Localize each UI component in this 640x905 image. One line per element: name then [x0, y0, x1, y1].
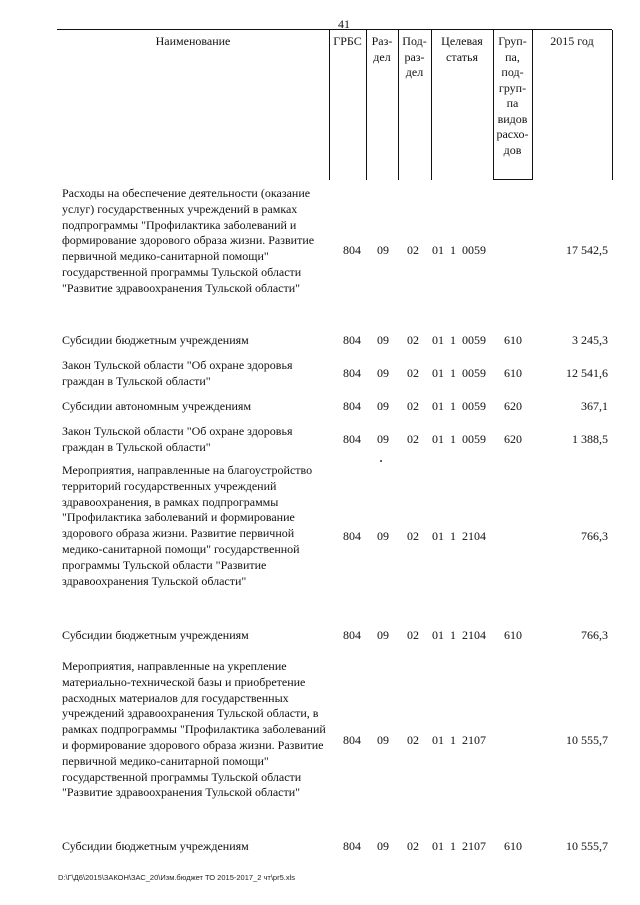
row-razdel: 09	[377, 366, 389, 380]
row-podrazdel: 02	[407, 243, 419, 257]
row-name: Мероприятия, направленные на благоустройство территорий государственных учреждений здравоохранения, в рамках подпрограммы "Профилактика заболеваний и формирование здорового образа жизни. Развитие первичной медико-санитарной помощи" государственной программы Тульской области "Развитие здравоохранения Тульской области"	[62, 463, 313, 588]
row-name: Субсидии бюджетным учреждениям	[62, 628, 249, 642]
table-header	[57, 29, 612, 180]
row-name: Закон Тульской области "Об охране здоровья граждан в Тульской области"	[62, 358, 293, 388]
row-cs-code: 0059	[462, 399, 486, 413]
table-row	[62, 333, 614, 353]
table-row	[62, 186, 614, 314]
row-cs-subprogram: 1	[450, 529, 456, 543]
row-razdel: 09	[377, 529, 389, 543]
header-razdel: Раз- дел	[371, 34, 393, 64]
row-grbs: 804	[343, 366, 361, 380]
row-cs-code: 2107	[462, 733, 486, 747]
row-name: Субсидии автономным учреждениям	[62, 399, 252, 413]
row-cs-subprogram: 1	[450, 432, 456, 446]
row-razdel: 09	[377, 333, 389, 347]
row-cs-code: 0059	[462, 432, 486, 446]
row-cs-program: 01	[432, 529, 444, 543]
row-cs-program: 01	[432, 628, 444, 642]
table-row	[62, 839, 614, 859]
row-cs-code: 2104	[462, 529, 486, 543]
row-cs-code: 2104	[462, 628, 486, 642]
row-name: Закон Тульской области "Об охране здоровья граждан в Тульской области"	[62, 424, 293, 454]
row-cs-program: 01	[432, 432, 444, 446]
row-name: Расходы на обеспечение деятельности (оказание услуг) государственных учреждений в рамках подпрограммы "Профилактика заболеваний и формирование здорового образа жизни. Развитие первичной медико-санитарной помощи" государственной программы Тульской области "Развитие здравоохранения Тульской области"	[62, 186, 315, 295]
row-grbs: 804	[343, 529, 361, 543]
row-amount: 367,1	[581, 399, 608, 413]
row-group: 610	[504, 839, 522, 853]
header-year: 2015 год	[550, 34, 594, 48]
header-divider	[532, 30, 533, 180]
file-path-footer: D:\Г\Д6\2015\ЗАКОН\ЗАС_20\Изм.бюджет ТО 2015-2017_2 чт\pr5.xls	[58, 873, 295, 882]
row-amount: 10 555,7	[566, 839, 608, 853]
row-podrazdel: 02	[407, 628, 419, 642]
row-cs-subprogram: 1	[450, 243, 456, 257]
row-razdel: 09	[377, 432, 389, 446]
row-razdel: 09	[377, 839, 389, 853]
row-grbs: 804	[343, 243, 361, 257]
row-cs-program: 01	[432, 243, 444, 257]
row-cs-subprogram: 1	[450, 366, 456, 380]
row-name: Субсидии бюджетным учреждениям	[62, 333, 249, 347]
row-podrazdel: 02	[407, 839, 419, 853]
row-razdel: 09	[377, 399, 389, 413]
row-group: 620	[504, 399, 522, 413]
row-cs-subprogram: 1	[450, 733, 456, 747]
row-group: 610	[504, 366, 522, 380]
row-group: 610	[504, 333, 522, 347]
row-amount: 12 541,6	[566, 366, 608, 380]
table-row	[62, 659, 614, 823]
page-number: 41	[338, 17, 350, 31]
row-cs-program: 01	[432, 333, 444, 347]
row-podrazdel: 02	[407, 399, 419, 413]
row-cs-program: 01	[432, 366, 444, 380]
row-name: Мероприятия, направленные на укрепление материально-технической базы и приобретение расходных материалов для государственных учреждений здравоохранения Тульской области, в рамках подпрограммы "Профилактика заболеваний и формирование здорового образа жизни. Развитие первичной медико-санитарной помощи" государственной программы Тульской области "Развитие здравоохранения Тульской области"	[62, 659, 326, 800]
table-row	[62, 424, 614, 458]
row-group: 620	[504, 432, 522, 446]
row-cs-code: 2107	[462, 839, 486, 853]
row-podrazdel: 02	[407, 333, 419, 347]
row-amount: 766,3	[581, 628, 608, 642]
table-row	[62, 399, 614, 419]
header-name: Наименование	[155, 34, 231, 48]
row-amount: 3 245,3	[572, 333, 608, 347]
header-bottom-line	[493, 179, 532, 180]
header-divider	[329, 30, 330, 180]
header-divider	[612, 30, 613, 180]
row-grbs: 804	[343, 628, 361, 642]
row-cs-subprogram: 1	[450, 399, 456, 413]
row-grbs: 804	[343, 839, 361, 853]
row-cs-subprogram: 1	[450, 839, 456, 853]
row-podrazdel: 02	[407, 733, 419, 747]
row-razdel: 09	[377, 243, 389, 257]
header-podrazdel: Под- раз- дел	[402, 34, 427, 79]
row-grbs: 804	[343, 333, 361, 347]
row-cs-code: 0059	[462, 366, 486, 380]
header-gruppa: Груп- па, под- груп- па видов расхо- дов	[496, 34, 529, 157]
row-cs-program: 01	[432, 733, 444, 747]
row-cs-code: 0059	[462, 243, 486, 257]
scan-speck	[380, 460, 382, 462]
row-amount: 10 555,7	[566, 733, 608, 747]
row-cs-subprogram: 1	[450, 333, 456, 347]
row-amount: 1 388,5	[572, 432, 608, 446]
row-cs-code: 0059	[462, 333, 486, 347]
header-celevaya-statya: Целевая статья	[441, 34, 483, 64]
row-group: 610	[504, 628, 522, 642]
row-podrazdel: 02	[407, 432, 419, 446]
row-cs-subprogram: 1	[450, 628, 456, 642]
row-cs-program: 01	[432, 399, 444, 413]
row-grbs: 804	[343, 399, 361, 413]
row-razdel: 09	[377, 628, 389, 642]
row-amount: 766,3	[581, 529, 608, 543]
row-razdel: 09	[377, 733, 389, 747]
row-amount: 17 542,5	[566, 243, 608, 257]
header-grbs: ГРБС	[333, 34, 362, 48]
row-grbs: 804	[343, 432, 361, 446]
row-grbs: 804	[343, 733, 361, 747]
table-row	[62, 628, 614, 648]
row-cs-program: 01	[432, 839, 444, 853]
table-row	[62, 463, 614, 611]
row-podrazdel: 02	[407, 366, 419, 380]
row-podrazdel: 02	[407, 529, 419, 543]
row-name: Субсидии бюджетным учреждениям	[62, 839, 249, 853]
table-row	[62, 358, 614, 392]
